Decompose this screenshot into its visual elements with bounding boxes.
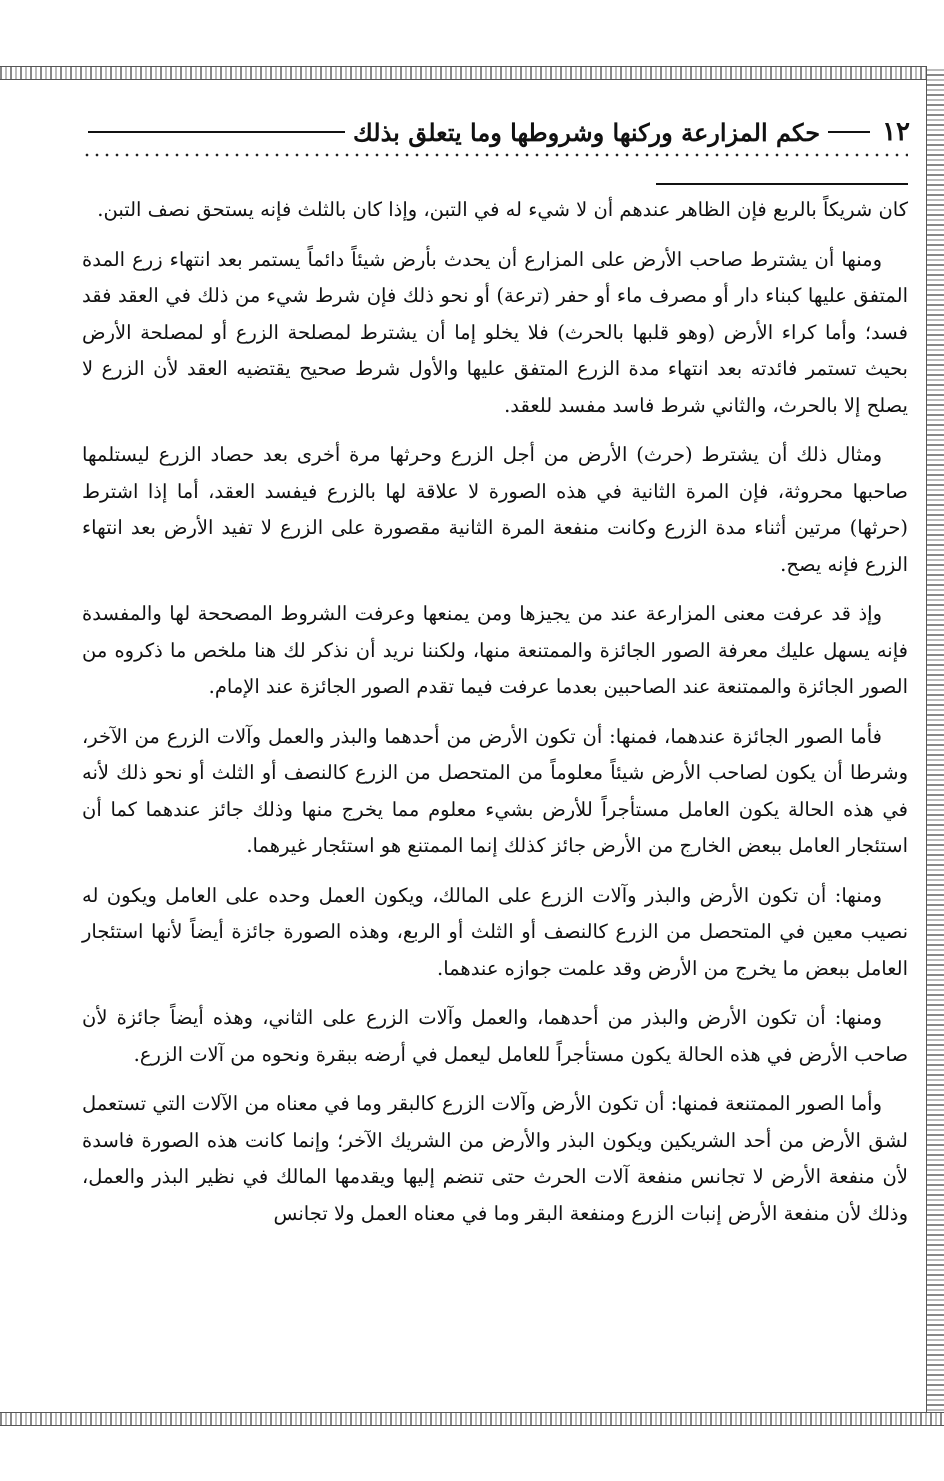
paragraph: ومنها أن يشترط صاحب الأرض على المزارع أن يحدث بأرض شيئاً دائماً يستمر بعد انتهاء زرع المدة المتفق عليها كبناء دار أو مصرف ماء أو حفر (ترعة) أو نحو ذلك فإن شرط شيء من ذلك في العقد فقد فسد؛ وأما كراء الأرض (وهو قلبها بالحرث) فلا يخلو إما أن يشترط لمصلحة الزرع أو لمصلحة الأرض بحيث تستمر فائدته بعد انتهاء مدة الزرع المتفق عليها والأول شرط صحيح يقتضيه العقد لأن الزرع لا يصلح إلا بالحرث، والثاني شرط فاسد مفسد للعقد. xyxy=(82,247,908,417)
header-rule-long xyxy=(88,131,345,133)
running-title: حكم المزارعة وركنها وشروطها وما يتعلق بذلك xyxy=(353,117,821,147)
ornamental-border-bottom xyxy=(0,1412,944,1426)
ornamental-border-right xyxy=(926,66,944,1426)
paragraph: ومنها: أن تكون الأرض والبذر وآلات الزرع على المالك، ويكون العمل وحده على العامل ويكون له نصيب معين في المتحصل من الزرع كالنصف أو الثلث أو الربع، وهذه الصورة جائزة أيضاً لأنها استئجار العامل ببعض ما يخرج من الأرض وقد علمت جوازه عندهما. xyxy=(82,883,908,980)
ornamental-border-top xyxy=(0,66,944,80)
paragraph: كان شريكاً بالربع فإن الظاهر عندهم أن لا شيء له في التبن، وإذا كان بالثلث فإنه يستحق نصف التبن. xyxy=(97,198,908,221)
header-rule xyxy=(828,131,870,133)
paragraph: فأما الصور الجائزة عندهما، فمنها: أن تكون الأرض من أحدهما والبذر والعمل وآلات الزرع من الآخر، وشرطا أن يكون لصاحب الأرض شيئاً معلوماً من المتحصل من الزرع كالنصف أو الثلث أو نحو ذلك لأنه في هذه الحالة يكون العامل مستأجراً للأرض بشيء معلوم مما يخرج منها وذلك جائز عندهما كما أن استئجار العامل ببعض الخارج من الأرض جائز كذلك إنما الممتنع هو استئجار غيرهما. xyxy=(82,724,908,857)
header-dotted-line xyxy=(82,152,908,158)
page-header xyxy=(80,112,910,152)
paragraph: ومثال ذلك أن يشترط (حرث) الأرض من أجل الزرع وحرثها مرة أخرى بعد حصاد الزرع ليستلمها صاحبها محروثة، فإن المرة الثانية في هذه الصورة لا علاقة لها بالزرع فيفسد العقد، أما إذا اشترط (حرثها) مرتين أثناء مدة الزرع وكانت منفعة المرة الثانية مقصورة على الزرع لا تفيد الأرض بعد انتهاء الزرع فإنه يصح. xyxy=(82,443,908,576)
page-body xyxy=(82,192,908,1245)
page-number: ١٢ xyxy=(882,117,910,147)
paragraph: وإذ قد عرفت معنى المزارعة عند من يجيزها ومن يمنعها وعرفت الشروط المصححة لها والمفسدة فإنه يسهل عليك معرفة الصور الجائزة والممتنعة منها، ولكننا نريد أن نذكر لك هنا ملخص ما ذكروه من الصور الجائزة والممتنعة عند الصاحبين بعدما عرفت فيما تقدم الصور الجائزة عند الإمام. xyxy=(82,602,908,698)
section-rule xyxy=(656,183,908,185)
paragraph: ومنها: أن تكون الأرض والبذر من أحدهما، والعمل وآلات الزرع على الثاني، وهذه أيضاً جائزة لأن صاحب الأرض في هذه الحالة يكون مستأجراً للعامل ليعمل في أرضه ببقرة ونحوه من آلات الزرع. xyxy=(82,1006,908,1066)
paragraph: وأما الصور الممتنعة فمنها: أن تكون الأرض وآلات الزرع كالبقر وما في معناه من الآلات التي تستعمل لشق الأرض من أحد الشريكين ويكون البذر والأرض من الشريك الآخر؛ وإنما كانت هذه الصورة فاسدة لأن منفعة الأرض لا تجانس منفعة آلات الحرث حتى تنضم إليها ويقدمها المالك في نظير البذر والعمل، وذلك لأن منفعة الأرض إنبات الزرع ومنفعة البقر وما في معناه العمل ولا تجانس xyxy=(82,1092,908,1225)
